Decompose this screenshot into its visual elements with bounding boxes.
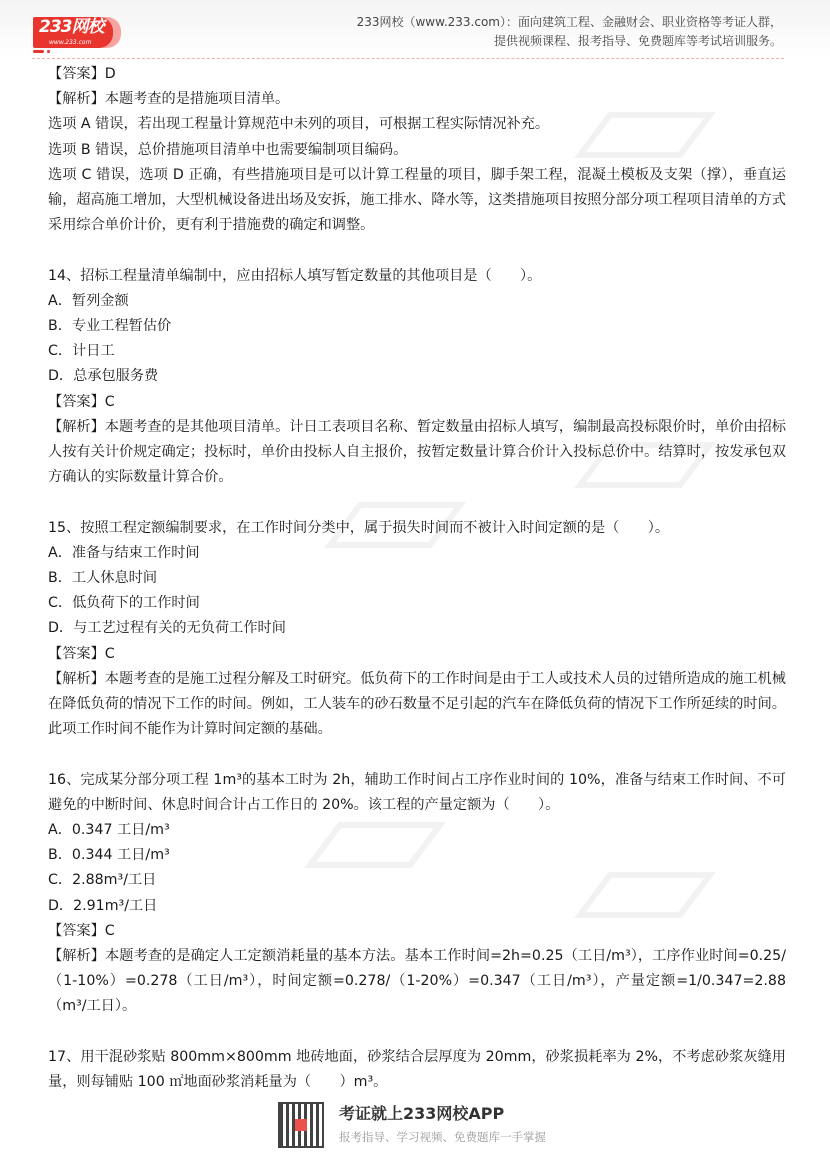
explanation-text: 【解析】本题考查的是确定人工定额消耗量的基本方法。基本工作时间=2h=0.25（工日/m³），工序作业时间=0.25/（1-10%）=0.278（工日/m³），时间定额=0.278/（1-20%）=0.347（工日/m³），产量定额=1/0.347=2.88（m³/工日）。 (48, 948, 786, 1015)
option-item: C．2.88m³/工日 (48, 872, 157, 889)
option-item: C．低负荷下的工作时间 (48, 595, 200, 612)
option-item: D．总承包服务费 (48, 368, 159, 385)
answer-line: 【答案】D (48, 66, 116, 82)
explanation-text: 【解析】本题考查的是措施项目清单。 (48, 91, 290, 108)
answer-line: 【答案】C (48, 393, 115, 410)
header-divider (32, 58, 784, 59)
answer-line: 【答案】C (48, 645, 115, 662)
option-item: A．暂列金额 (48, 292, 129, 309)
tagline-line-1: 233网校（www.233.com）：面向建筑工程、金融财会、职业资格等考证人群， (356, 15, 782, 29)
option-item: B．工人休息时间 (48, 570, 158, 587)
qr-code-icon[interactable] (278, 1102, 324, 1148)
option-item: A．0.347 工日/m³ (48, 822, 170, 839)
page-header (0, 0, 830, 60)
option-item: D．与工艺过程有关的无负荷工作时间 (48, 620, 286, 637)
logo-decoration (33, 50, 44, 53)
document-body (48, 62, 786, 1095)
header-tagline (357, 13, 782, 51)
app-promo-title: 考证就上233网校APP (339, 1104, 505, 1123)
question-stem: 17、用干混砂浆贴 800mm×800mm 地砖地面，砂浆结合层厚度为 20mm，砂浆损耗率为 2%，不考虑砂浆灰缝用量，则每铺贴 100 ㎡地面砂浆消耗量为（ ）m³。 (48, 1048, 786, 1091)
tagline-line-2: 提供视频课程、报考指导、免费题库等考试培训服务。 (493, 34, 782, 48)
question-stem: 16、完成某分部分项工程 1m³的基本工时为 2h，辅助工作时间占工序作业时间的 10%，准备与结束工作时间、不可避免的中断时间、休息时间合计占工作日的 20%。该工程的产量定额为（ ）。 (48, 771, 786, 813)
explanation-text: 【解析】本题考查的是其他项目清单。计日工表项目名称、暂定数量由招标人填写，编制最高投标限价时，单价由招标人按有关计价规定确定；投标时，单价由投标人自主报价，按暂定数量计算合价计入投标总价中。结算时，按发承包双方确认的实际数量计算合价。 (48, 418, 786, 486)
explanation-text: 【解析】本题考查的是施工过程分解及工时研究。低负荷下的工作时间是由于工人或技术人员的过错所造成的施工机械在降低负荷的情况下工作的时间。例如，工人装车的砂石数量不足引起的汽车在降低负荷的情况下工作所延续的时间。此项工作时间不能作为计算时间定额的基础。 (48, 670, 786, 738)
option-item: B．专业工程暂估价 (48, 318, 172, 335)
option-item: B．0.344 工日/m³ (48, 847, 170, 864)
question-stem: 15、按照工程定额编制要求，在工作时间分类中，属于损失时间而不被计入时间定额的是（ ）。 (48, 519, 670, 536)
option-item: C．计日工 (48, 343, 115, 360)
text-line: 选项 C 错误，选项 D 正确，有些措施项目是可以计算工程量的项目，脚手架工程，混凝土模板及支架（撑），垂直运输，超高施工增加，大型机械设备进出场及安拆，施工排水、降水等，这类措施项目按照分部分项工程项目清单的方式采用综合单价计价，更有利于措施费的确定和调整。 (48, 166, 786, 234)
option-item: D．2.91m³/工日 (48, 897, 158, 914)
paragraph-gap (48, 490, 786, 515)
brand-logo (33, 17, 113, 48)
option-item: A．准备与结束工作时间 (48, 544, 200, 561)
logo-url: www.233.com (49, 39, 92, 46)
logo-text: 233网校 (39, 17, 104, 37)
paragraph-gap (48, 742, 786, 767)
paragraph-gap (48, 238, 786, 263)
answer-line: 【答案】C (48, 922, 115, 939)
text-line: 选项 A 错误，若出现工程量计算规范中未列的项目，可根据工程实际情况补充。 (48, 116, 550, 133)
question-stem: 14、招标工程量清单编制中，应由招标人填写暂定数量的其他项目是（ ）。 (48, 267, 542, 284)
app-promo-subtitle: 报考指导、学习视频、免费题库一手掌握 (339, 1130, 546, 1144)
text-line: 选项 B 错误，总价措施项目清单中也需要编制项目编码。 (48, 141, 408, 158)
paragraph-gap (48, 1020, 786, 1045)
